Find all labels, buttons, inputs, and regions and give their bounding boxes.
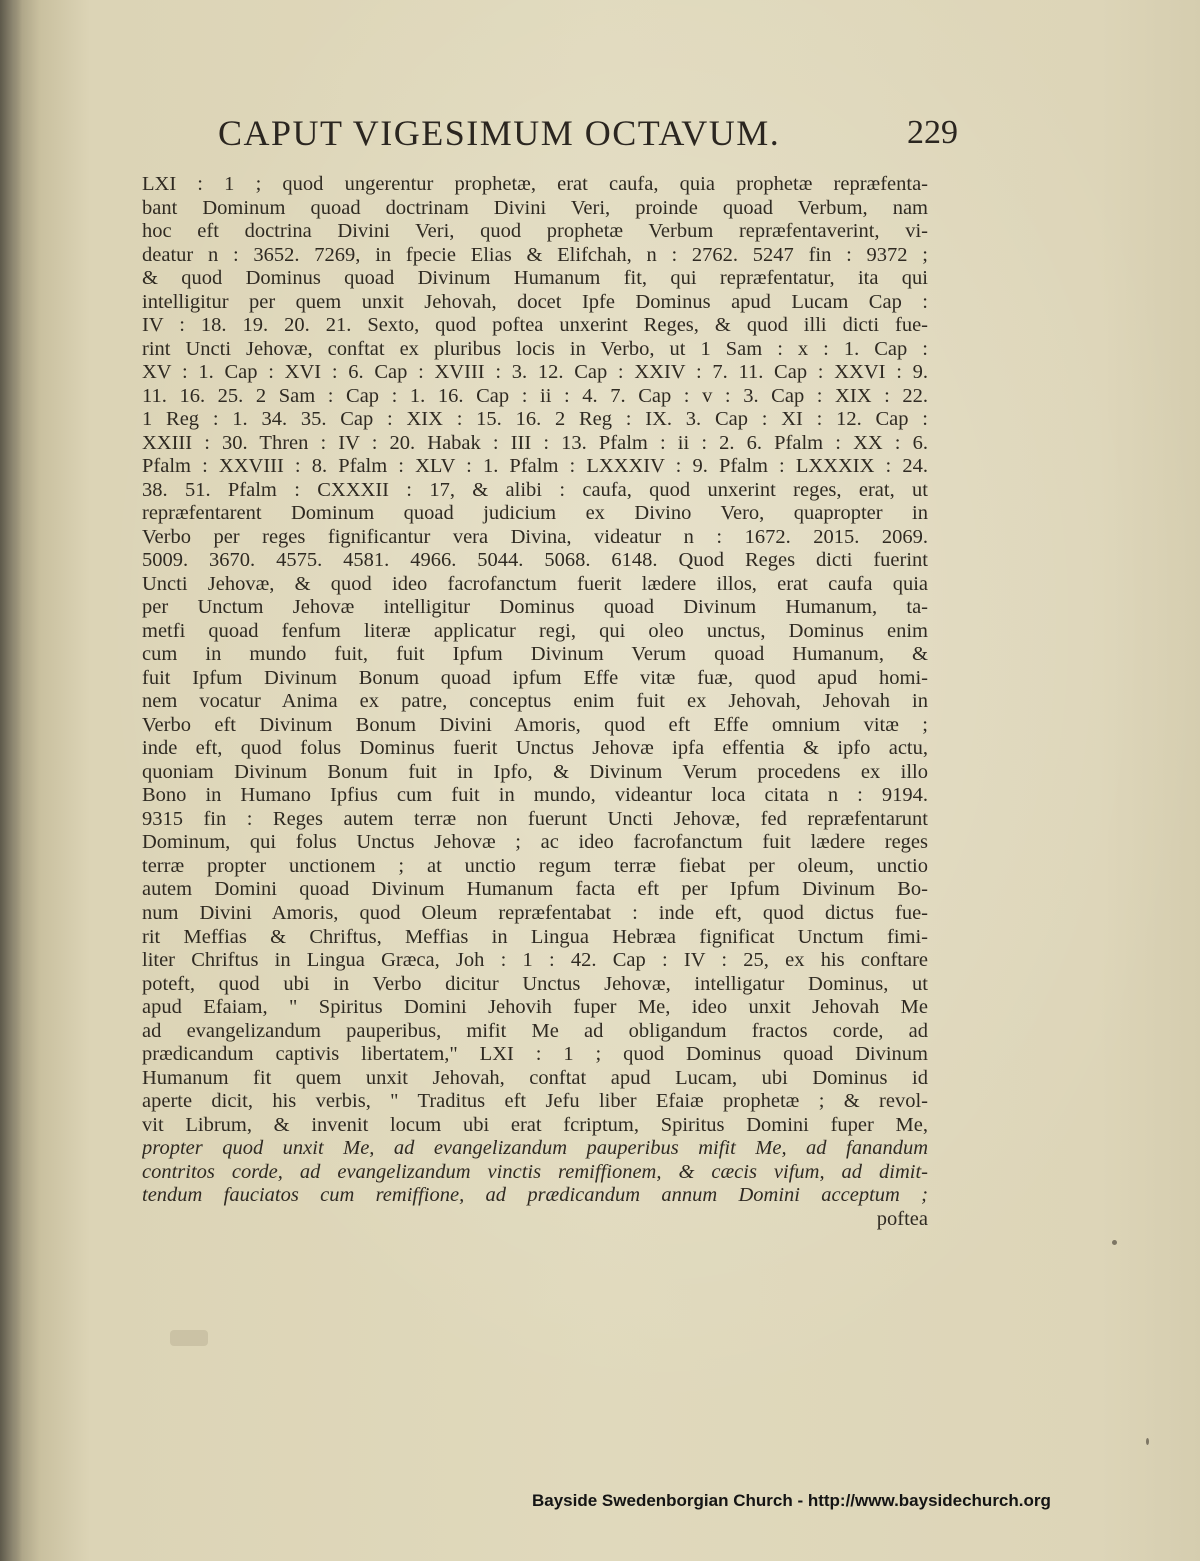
text-line: vit Librum, & invenit locum ubi erat fcriptum, Spiritus Domini fuper Me, xyxy=(142,1113,928,1136)
text-line: 11. 16. 25. 2 Sam : Cap : 1. 16. Cap : ii : 4. 7. Cap : v : 3. Cap : XIX : 22. xyxy=(142,384,928,407)
text-line: poteft, quod ubi in Verbo dicitur Unctus Jehovæ, intelligatur Dominus, ut xyxy=(142,972,928,995)
text-line: Uncti Jehovæ, & quod ideo facrofanctum fuerit lædere illos, erat caufa quia xyxy=(142,572,928,595)
text-line: poftea xyxy=(876,1207,928,1230)
text-line: IV : 18. 19. 20. 21. Sexto, quod poftea unxerint Reges, & quod illi dicti fue- xyxy=(142,314,928,337)
text-line: contritos corde, ad evangelizandum vinctis remiffionem, & cæcis vifum, ad dimit- xyxy=(142,1160,928,1183)
text-line: metfi quoad fenfum literæ applicatur regi, qui oleo unctus, Dominus enim xyxy=(142,619,928,642)
text-line: prædicandum captivis libertatem," LXI : 1 ; quod Dominus quoad Divinum xyxy=(142,1043,928,1066)
text-line: per Unctum Jehovæ intelligitur Dominus quoad Divinum Humanum, ta- xyxy=(142,596,928,619)
text-line: Pfalm : XXVIII : 8. Pfalm : XLV : 1. Pfalm : LXXXIV : 9. Pfalm : LXXXIX : 24. xyxy=(142,455,928,478)
text-line: XXIII : 30. Thren : IV : 20. Habak : III : 13. Pfalm : ii : 2. 6. Pfalm : XX : 6. xyxy=(142,431,928,454)
text-line: ad evangelizandum pauperibus, mifit Me ad obligandum fractos corde, ad xyxy=(142,1019,928,1042)
text-line: rit Meffias & Chriftus, Meffias in Lingua Hebræa fignificat Unctum fimi- xyxy=(142,925,928,948)
text-line: quoniam Divinum Bonum fuit in Ipfo, & Divinum Verum procedens ex illo xyxy=(142,760,928,783)
text-line: Bono in Humano Ipfius cum fuit in mundo, videantur loca citata n : 9194. xyxy=(142,784,928,807)
text-line: rint Uncti Jehovæ, conftat ex pluribus locis in Verbo, ut 1 Sam : x : 1. Cap : xyxy=(142,337,928,360)
text-line: propter quod unxit Me, ad evangelizandum pauperibus mifit Me, ad fanandum xyxy=(142,1137,928,1160)
text-line: hoc eft doctrina Divini Veri, quod prophetæ Verbum repræfentaverint, vi- xyxy=(142,220,928,243)
text-line: Dominum, qui folus Unctus Jehovæ ; ac ideo facrofanctum fuit lædere reges xyxy=(142,831,928,854)
page-gutter-shadow xyxy=(0,0,22,1561)
footer-credit: Bayside Swedenborgian Church - http://www.baysidechurch.org xyxy=(532,1491,1051,1510)
text-line: Verbo eft Divinum Bonum Divini Amoris, quod eft Effe omnium vitæ ; xyxy=(142,713,928,736)
text-line: nem vocatur Anima ex patre, conceptus enim fuit ex Jehovah, Jehovah in xyxy=(142,690,928,713)
text-line: terræ propter unctionem ; at unctio regum terræ fiebat per oleum, unctio xyxy=(142,854,928,877)
paper-speck xyxy=(1112,1240,1117,1245)
text-line: 38. 51. Pfalm : CXXXII : 17, & alibi : caufa, quod unxerint reges, erat, ut xyxy=(142,478,928,501)
text-line: apud Efaiam, " Spiritus Domini Jehovih fuper Me, ideo unxit Jehovah Me xyxy=(142,996,928,1019)
text-line: 9315 fin : Reges autem terræ non fuerunt Uncti Jehovæ, fed repræfentarunt xyxy=(142,807,928,830)
text-line: XV : 1. Cap : XVI : 6. Cap : XVIII : 3. 12. Cap : XXIV : 7. 11. Cap : XXVI : 9. xyxy=(142,361,928,384)
text-line: liter Chriftus in Lingua Græca, Joh : 1 : 42. Cap : IV : 25, ex his conftare xyxy=(142,949,928,972)
ink-smudge xyxy=(170,1330,208,1346)
text-line: repræfentarent Dominum quoad judicium ex Divino Vero, quapropter in xyxy=(142,502,928,525)
text-line: tendum fauciatos cum remiffione, ad prædicandum annum Domini acceptum ; xyxy=(142,1184,928,1207)
text-line: intelligitur per quem unxit Jehovah, docet Ipfe Dominus apud Lucam Cap : xyxy=(142,290,928,313)
text-line: Verbo per reges fignificantur vera Divina, videatur n : 1672. 2015. 2069. xyxy=(142,525,928,548)
text-line: cum in mundo fuit, fuit Ipfum Divinum Verum quoad Humanum, & xyxy=(142,643,928,666)
text-line: aperte dicit, his verbis, " Traditus eft Jefu liber Efaiæ prophetæ ; & revol- xyxy=(142,1090,928,1113)
paper-speck xyxy=(1146,1438,1149,1445)
text-line: autem Domini quoad Divinum Humanum facta eft per Ipfum Divinum Bo- xyxy=(142,878,928,901)
page-number: 229 xyxy=(907,114,958,151)
text-line: fuit Ipfum Divinum Bonum quoad ipfum Effe vitæ fuæ, quod apud homi- xyxy=(142,666,928,689)
running-title: CAPUT VIGESIMUM OCTAVUM. xyxy=(218,113,781,153)
text-line: 5009. 3670. 4575. 4581. 4966. 5044. 5068. 6148. Quod Reges dicti fuerint xyxy=(142,549,928,572)
body-text xyxy=(142,173,928,1231)
text-line: Humanum fit quem unxit Jehovah, conftat apud Lucam, ubi Dominus id xyxy=(142,1066,928,1089)
text-line: inde eft, quod folus Dominus fuerit Unctus Jehovæ ipfa effentia & ipfo actu, xyxy=(142,737,928,760)
text-line: deatur n : 3652. 7269, in fpecie Elias & Elifchah, n : 2762. 5247 fin : 9372 ; xyxy=(142,243,928,266)
text-line: & quod Dominus quoad Divinum Humanum fit, qui repræfentatur, ita qui xyxy=(142,267,928,290)
page-header xyxy=(218,112,958,162)
text-line: num Divini Amoris, quod Oleum repræfentabat : inde eft, quod dictus fue- xyxy=(142,901,928,924)
text-line: LXI : 1 ; quod ungerentur prophetæ, erat caufa, quia prophetæ repræfenta- xyxy=(142,173,928,195)
text-line: bant Dominum quoad doctrinam Divini Veri, proinde quoad Verbum, nam xyxy=(142,196,928,219)
text-line: 1 Reg : 1. 34. 35. Cap : XIX : 15. 16. 2 Reg : IX. 3. Cap : XI : 12. Cap : xyxy=(142,408,928,431)
